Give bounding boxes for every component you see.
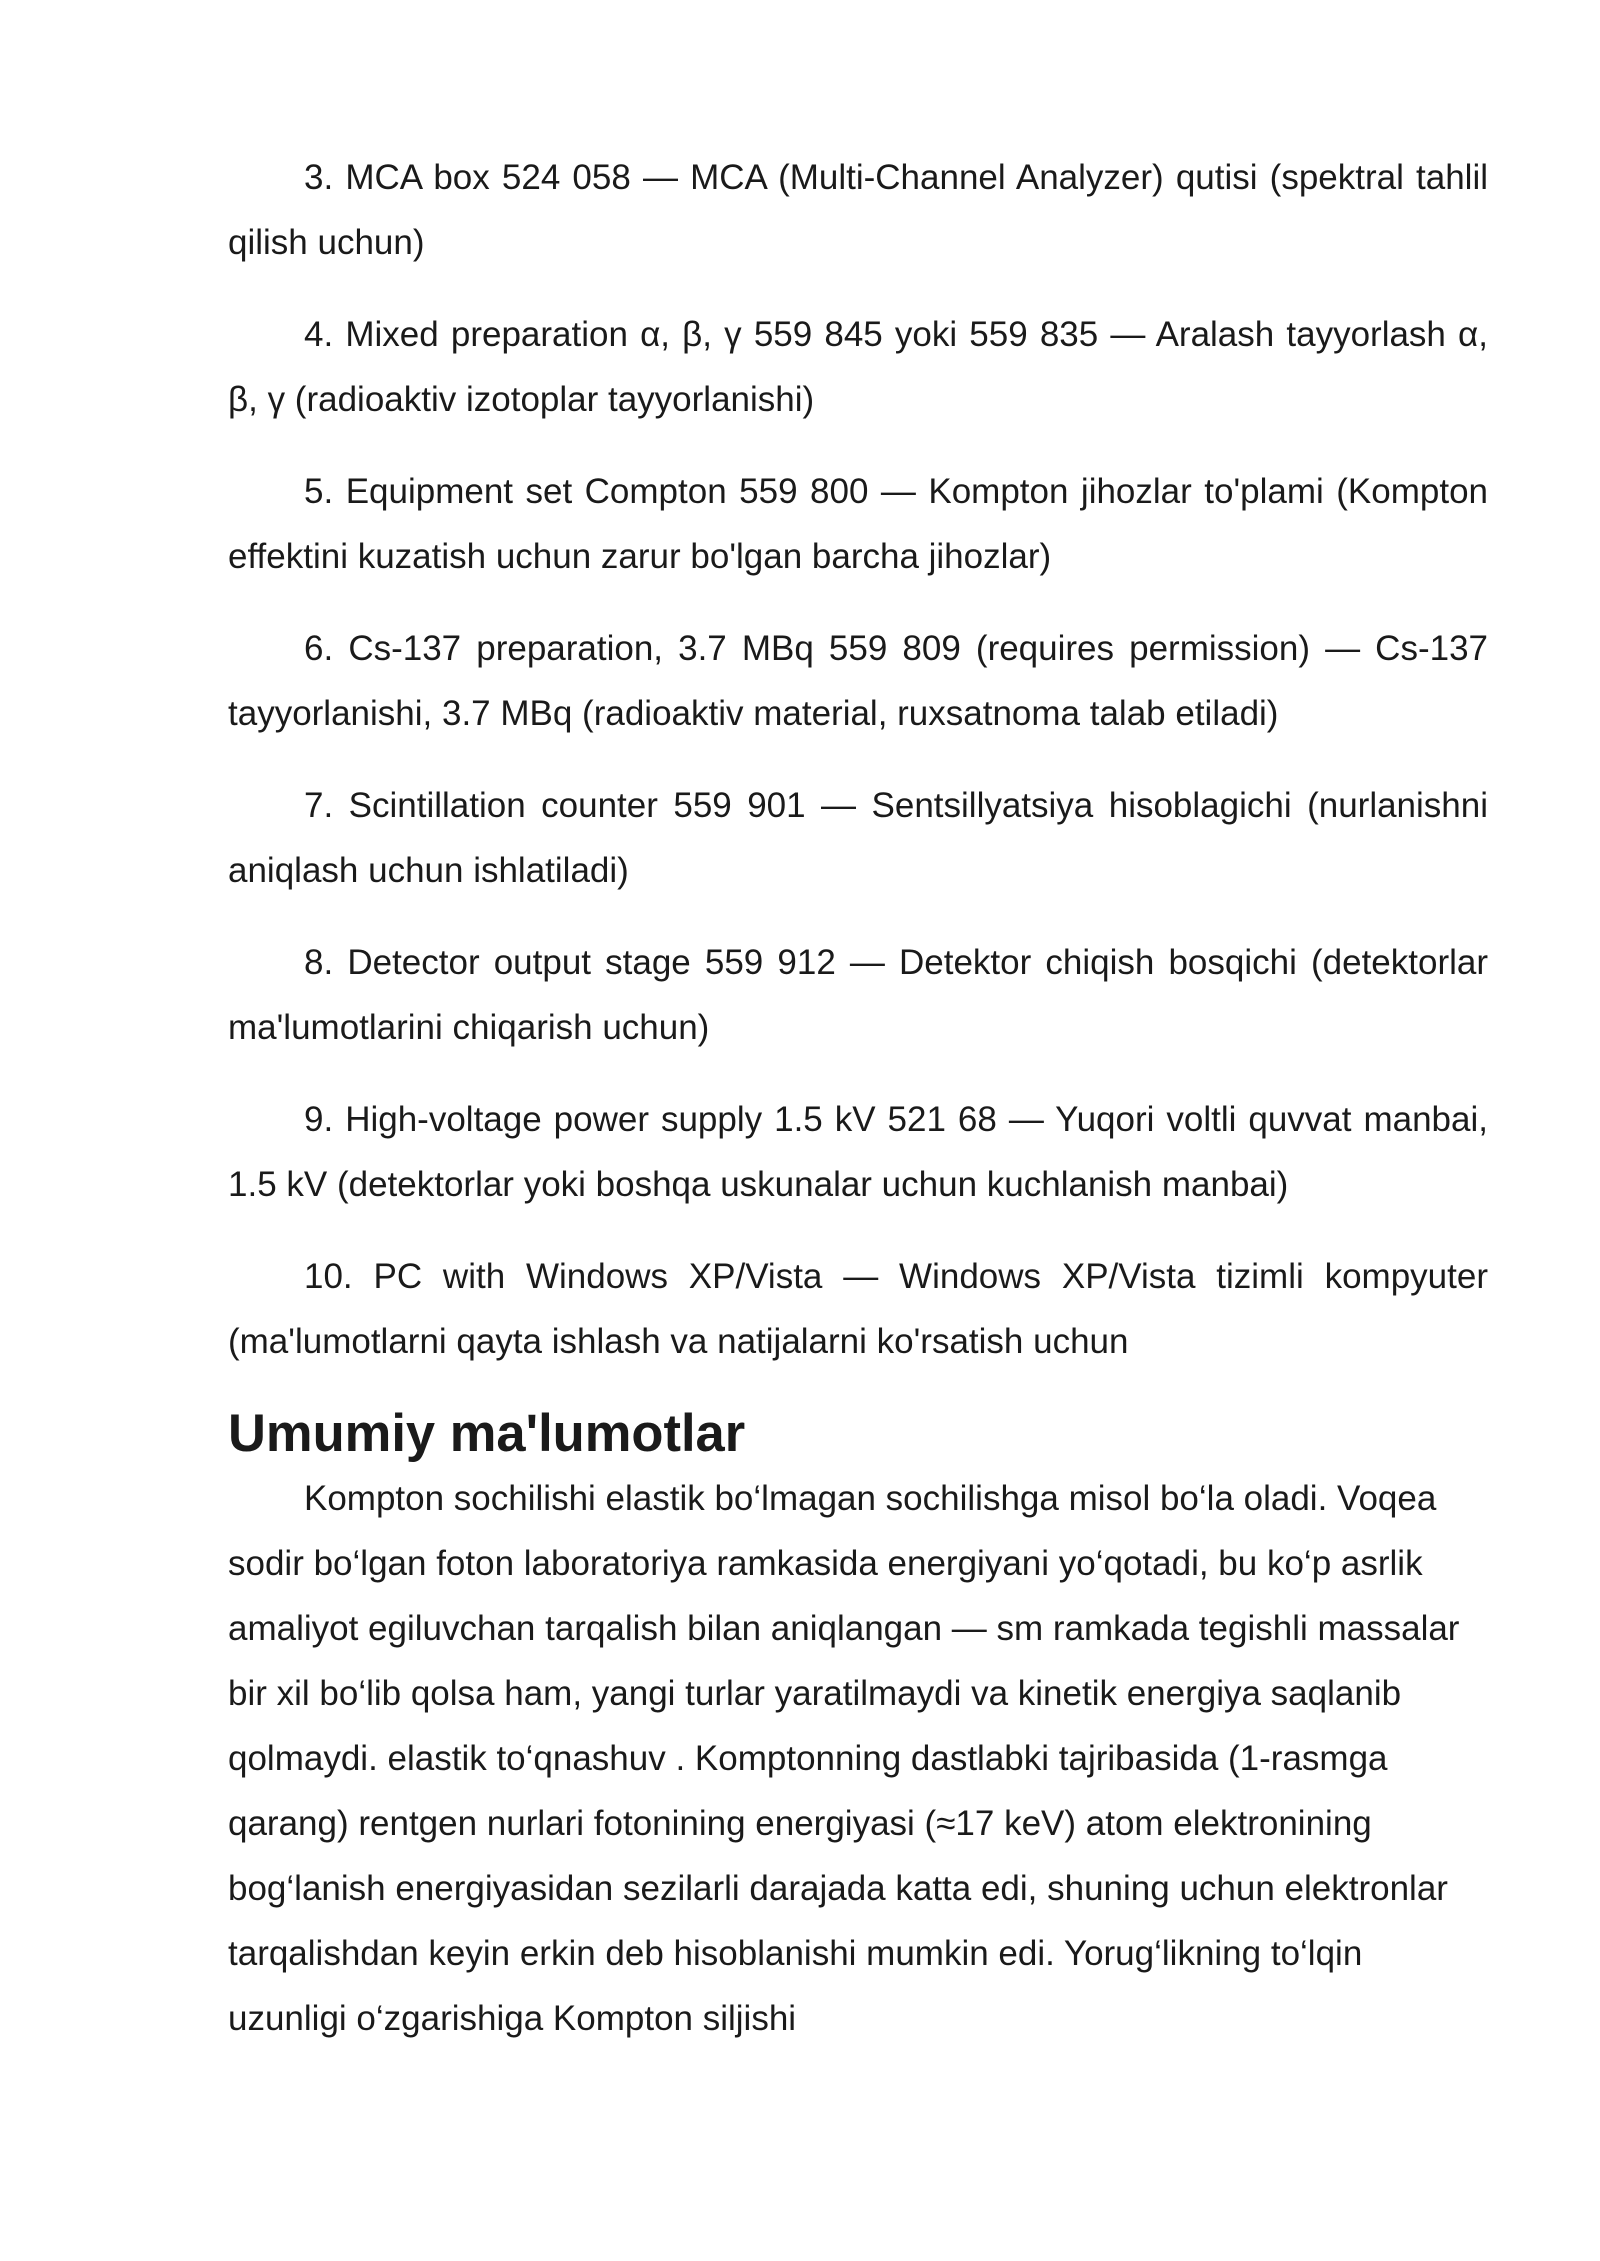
section-heading: Umumiy ma'lumotlar (228, 1404, 746, 1463)
list-item-text: Equipment set Compton 559 800 — Kompton jihozlar to'plami (Kompton effektini kuzatish uchun zarur bo'lgan barcha jihozlar) (228, 472, 1488, 576)
list-item-text: Detector output stage 559 912 — Detektor chiqish bosqichi (detektorlar ma'lumotlarini chiqarish uchun) (228, 943, 1488, 1047)
list-item (228, 616, 1488, 746)
list-item-number: 4. (304, 315, 334, 354)
list-item-number: 7. (304, 786, 334, 825)
list-item-text: Scintillation counter 559 901 — Sentsillyatsiya hisoblagichi (nurlanishni aniqlash uchun ishlatiladi) (228, 786, 1489, 890)
list-item-text: Cs-137 preparation, 3.7 MBq 559 809 (requires permission) — Cs-137 tayyorlanishi, 3.7 MBq (radioaktiv material, ruxsatnoma talab etiladi) (228, 629, 1489, 733)
list-item-number: 10. (304, 1257, 353, 1296)
list-item-text: Mixed preparation α, β, γ 559 845 yoki 559 835 — Aralash tayyorlash α, β, γ (radioaktiv izotoplar tayyorlanishi) (228, 315, 1488, 419)
list-item (228, 459, 1488, 589)
list-item (228, 930, 1488, 1060)
list-item-text: High-voltage power supply 1.5 kV 521 68 — Yuqori voltli quvvat manbai, 1.5 kV (detektorlar yoki boshqa uskunalar uchun kuchlanish manbai) (228, 1100, 1488, 1204)
list-item (228, 773, 1488, 903)
list-item-number: 6. (304, 629, 334, 668)
list-item (228, 1087, 1488, 1217)
list-item-number: 8. (304, 943, 334, 982)
list-item-number: 5. (304, 472, 334, 511)
list-item (228, 145, 1488, 275)
body-paragraph: Kompton sochilishi elastik bo‘lmagan sochilishga misol bo‘la oladi. Voqea sodir bo‘lgan foton laboratoriya ramkasida energiyani yo‘qotadi, bu ko‘p asrlik amaliyot egiluvchan tarqalish bilan aniqlangan — sm ramkada tegishli massalar bir xil bo‘lib qolsa ham, yangi turlar yaratilmaydi va kinetik energiya saqlanib qolmaydi. elastik to‘qnashuv . Komptonning dastlabki tajribasida (1-rasmga qarang) rentgen nurlari fotonining energiyasi (≈17 keV) atom elektronining bog‘lanish energiyasidan sezilarli darajada katta edi, shuning uchun elektronlar tarqalishdan keyin erkin deb hisoblanishi mumkin edi. Yorug‘likning to‘lqin uzunligi o‘zgarishiga Kompton siljishi (228, 1479, 1460, 2038)
list-item-text: PC with Windows XP/Vista — Windows XP/Vista tizimli kompyuter (ma'lumotlarni qayta ishlash va natijalarni ko'rsatish uchun (228, 1257, 1488, 1361)
list-item (228, 302, 1488, 432)
document-content (228, 145, 1488, 2051)
list-item-text: MCA box 524 058 — MCA (Multi-Channel Analyzer) qutisi (spektral tahlil qilish uchun) (228, 158, 1488, 262)
list-item (228, 1244, 1488, 1374)
list-item-number: 3. (304, 158, 334, 197)
list-item-number: 9. (304, 1100, 334, 1139)
